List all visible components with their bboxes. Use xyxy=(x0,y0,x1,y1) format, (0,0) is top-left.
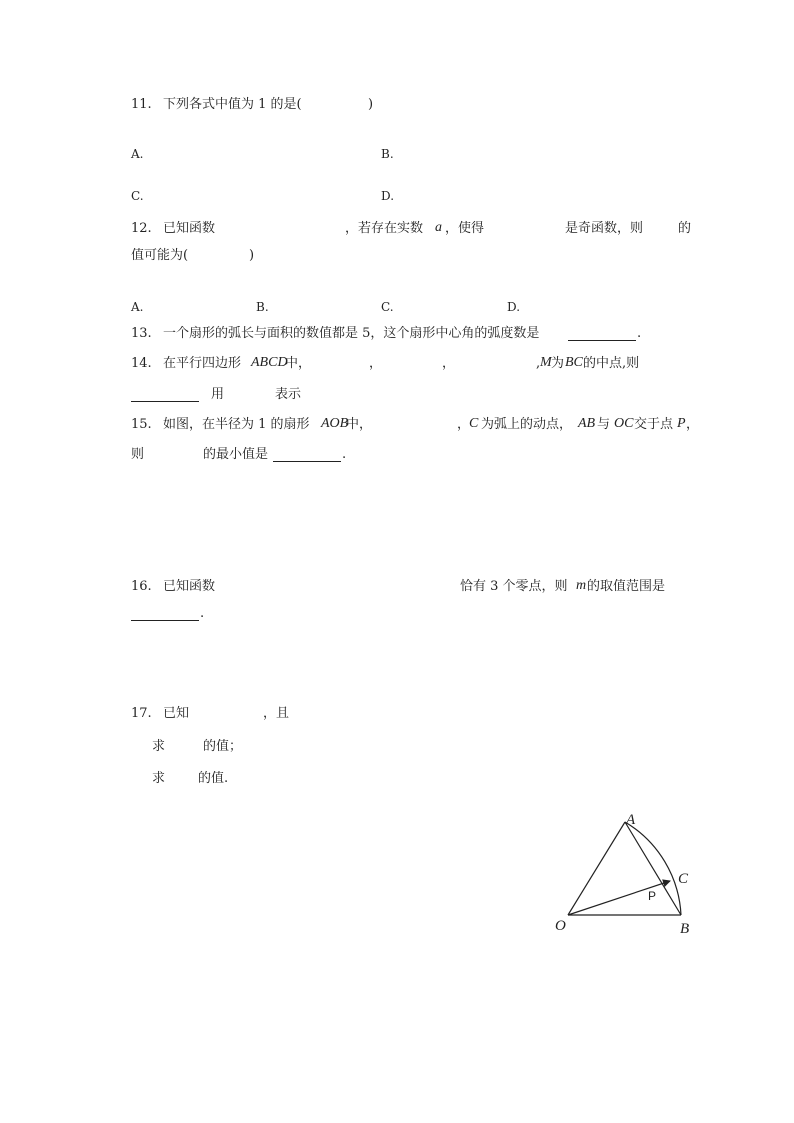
q15-part3: 为弧上的动点， xyxy=(481,417,573,432)
q17-number: 17. xyxy=(131,706,152,721)
q12-option-b: B. xyxy=(256,300,269,314)
q15-part1: 如图，在半径为 1 的扇形 xyxy=(163,417,310,432)
q16-part2: 恰有 3 个零点，则 xyxy=(460,579,568,594)
q12-option-a: A. xyxy=(131,300,144,314)
q11-option-d: D. xyxy=(381,189,395,203)
q15-aob: AOB xyxy=(321,416,349,431)
q17-part2: ，且 xyxy=(263,706,290,721)
q17-sub2-value: 的值. xyxy=(198,771,229,786)
q13-answer-blank[interactable] xyxy=(568,326,636,341)
q12-option-d: D. xyxy=(507,300,521,314)
q15-part2: 中， xyxy=(346,417,373,432)
q15-line2b: 的最小值是 xyxy=(203,447,269,462)
label-a: A xyxy=(626,812,636,828)
q14-represent: 表示 xyxy=(275,387,302,402)
q12-part3: ，使得 xyxy=(445,221,485,236)
q15-p: P xyxy=(677,416,686,431)
label-b: B xyxy=(680,921,690,937)
q16-part3: 的取值范围是 xyxy=(587,579,666,594)
q15-part5: 交于点 xyxy=(634,417,674,432)
q14-number: 14. xyxy=(131,356,152,371)
q14-part1: 在平行四边形 xyxy=(163,356,242,371)
q15-c: C xyxy=(469,416,479,431)
q15-comma: ， xyxy=(457,417,471,432)
q11-stem: 下列各式中值为 1 的是( xyxy=(163,97,302,112)
q12-part4: 是奇函数，则 xyxy=(565,221,644,236)
q14-part2: 中， xyxy=(285,356,312,371)
q12-close-paren: ) xyxy=(249,248,255,263)
q14-part3: 为 xyxy=(551,356,565,371)
q15-part6: ， xyxy=(686,417,700,432)
q14-part4: 的中点,则 xyxy=(583,356,640,371)
q16-period: . xyxy=(200,606,205,621)
q15-answer-blank[interactable] xyxy=(273,447,341,462)
q12-option-c: C. xyxy=(381,300,394,314)
q14-comma2: ， xyxy=(442,356,456,371)
q12-line2: 值可能为( xyxy=(131,248,189,263)
q14-comma3: , xyxy=(536,356,541,371)
q11-option-c: C. xyxy=(131,189,144,203)
q17-sub1-value: 的值； xyxy=(203,739,243,754)
q13-text: 一个扇形的弧长与面积的数值都是 5，这个扇形中心角的弧度数是 xyxy=(163,326,540,341)
q16-part1: 已知函数 xyxy=(163,579,216,594)
q17-part1: 已知 xyxy=(163,706,190,721)
q11-close-paren: ) xyxy=(368,97,374,112)
q17-sub2-ask: 求 xyxy=(152,771,166,786)
q16-number: 16. xyxy=(131,579,152,594)
q12-var-a: a xyxy=(435,220,442,235)
q17-sub1-ask: 求 xyxy=(152,739,166,754)
q14-abcd: ABCD xyxy=(251,355,288,370)
q11-option-a: A. xyxy=(131,147,144,161)
q13-number: 13. xyxy=(131,326,152,341)
q14-bc: BC xyxy=(565,355,583,370)
q11-number: 11. xyxy=(131,97,152,112)
label-o: O xyxy=(555,918,566,934)
q14-answer-blank[interactable] xyxy=(131,387,199,402)
q14-use: 用 xyxy=(211,387,225,402)
label-p: P xyxy=(648,889,657,903)
q15-part4: 与 xyxy=(597,417,611,432)
q13-period: . xyxy=(637,326,642,341)
q15-oc: OC xyxy=(614,416,634,431)
q12-part2: ，若存在实数 xyxy=(345,221,424,236)
q12-part1: 已知函数 xyxy=(163,221,216,236)
q12-part5: 的 xyxy=(678,221,692,236)
sector-figure xyxy=(548,808,698,938)
q12-number: 12. xyxy=(131,221,152,236)
q11-option-b: B. xyxy=(381,147,394,161)
q15-number: 15. xyxy=(131,417,152,432)
q16-answer-blank[interactable] xyxy=(131,606,199,621)
q15-line2a: 则 xyxy=(131,447,145,462)
q15-ab: AB xyxy=(578,416,596,431)
q14-m: M xyxy=(540,355,552,370)
segment-oa xyxy=(568,822,625,915)
q15-period: . xyxy=(342,447,347,462)
q14-comma1: ， xyxy=(369,356,383,371)
q16-m: m xyxy=(576,578,587,593)
label-c: C xyxy=(678,871,689,887)
